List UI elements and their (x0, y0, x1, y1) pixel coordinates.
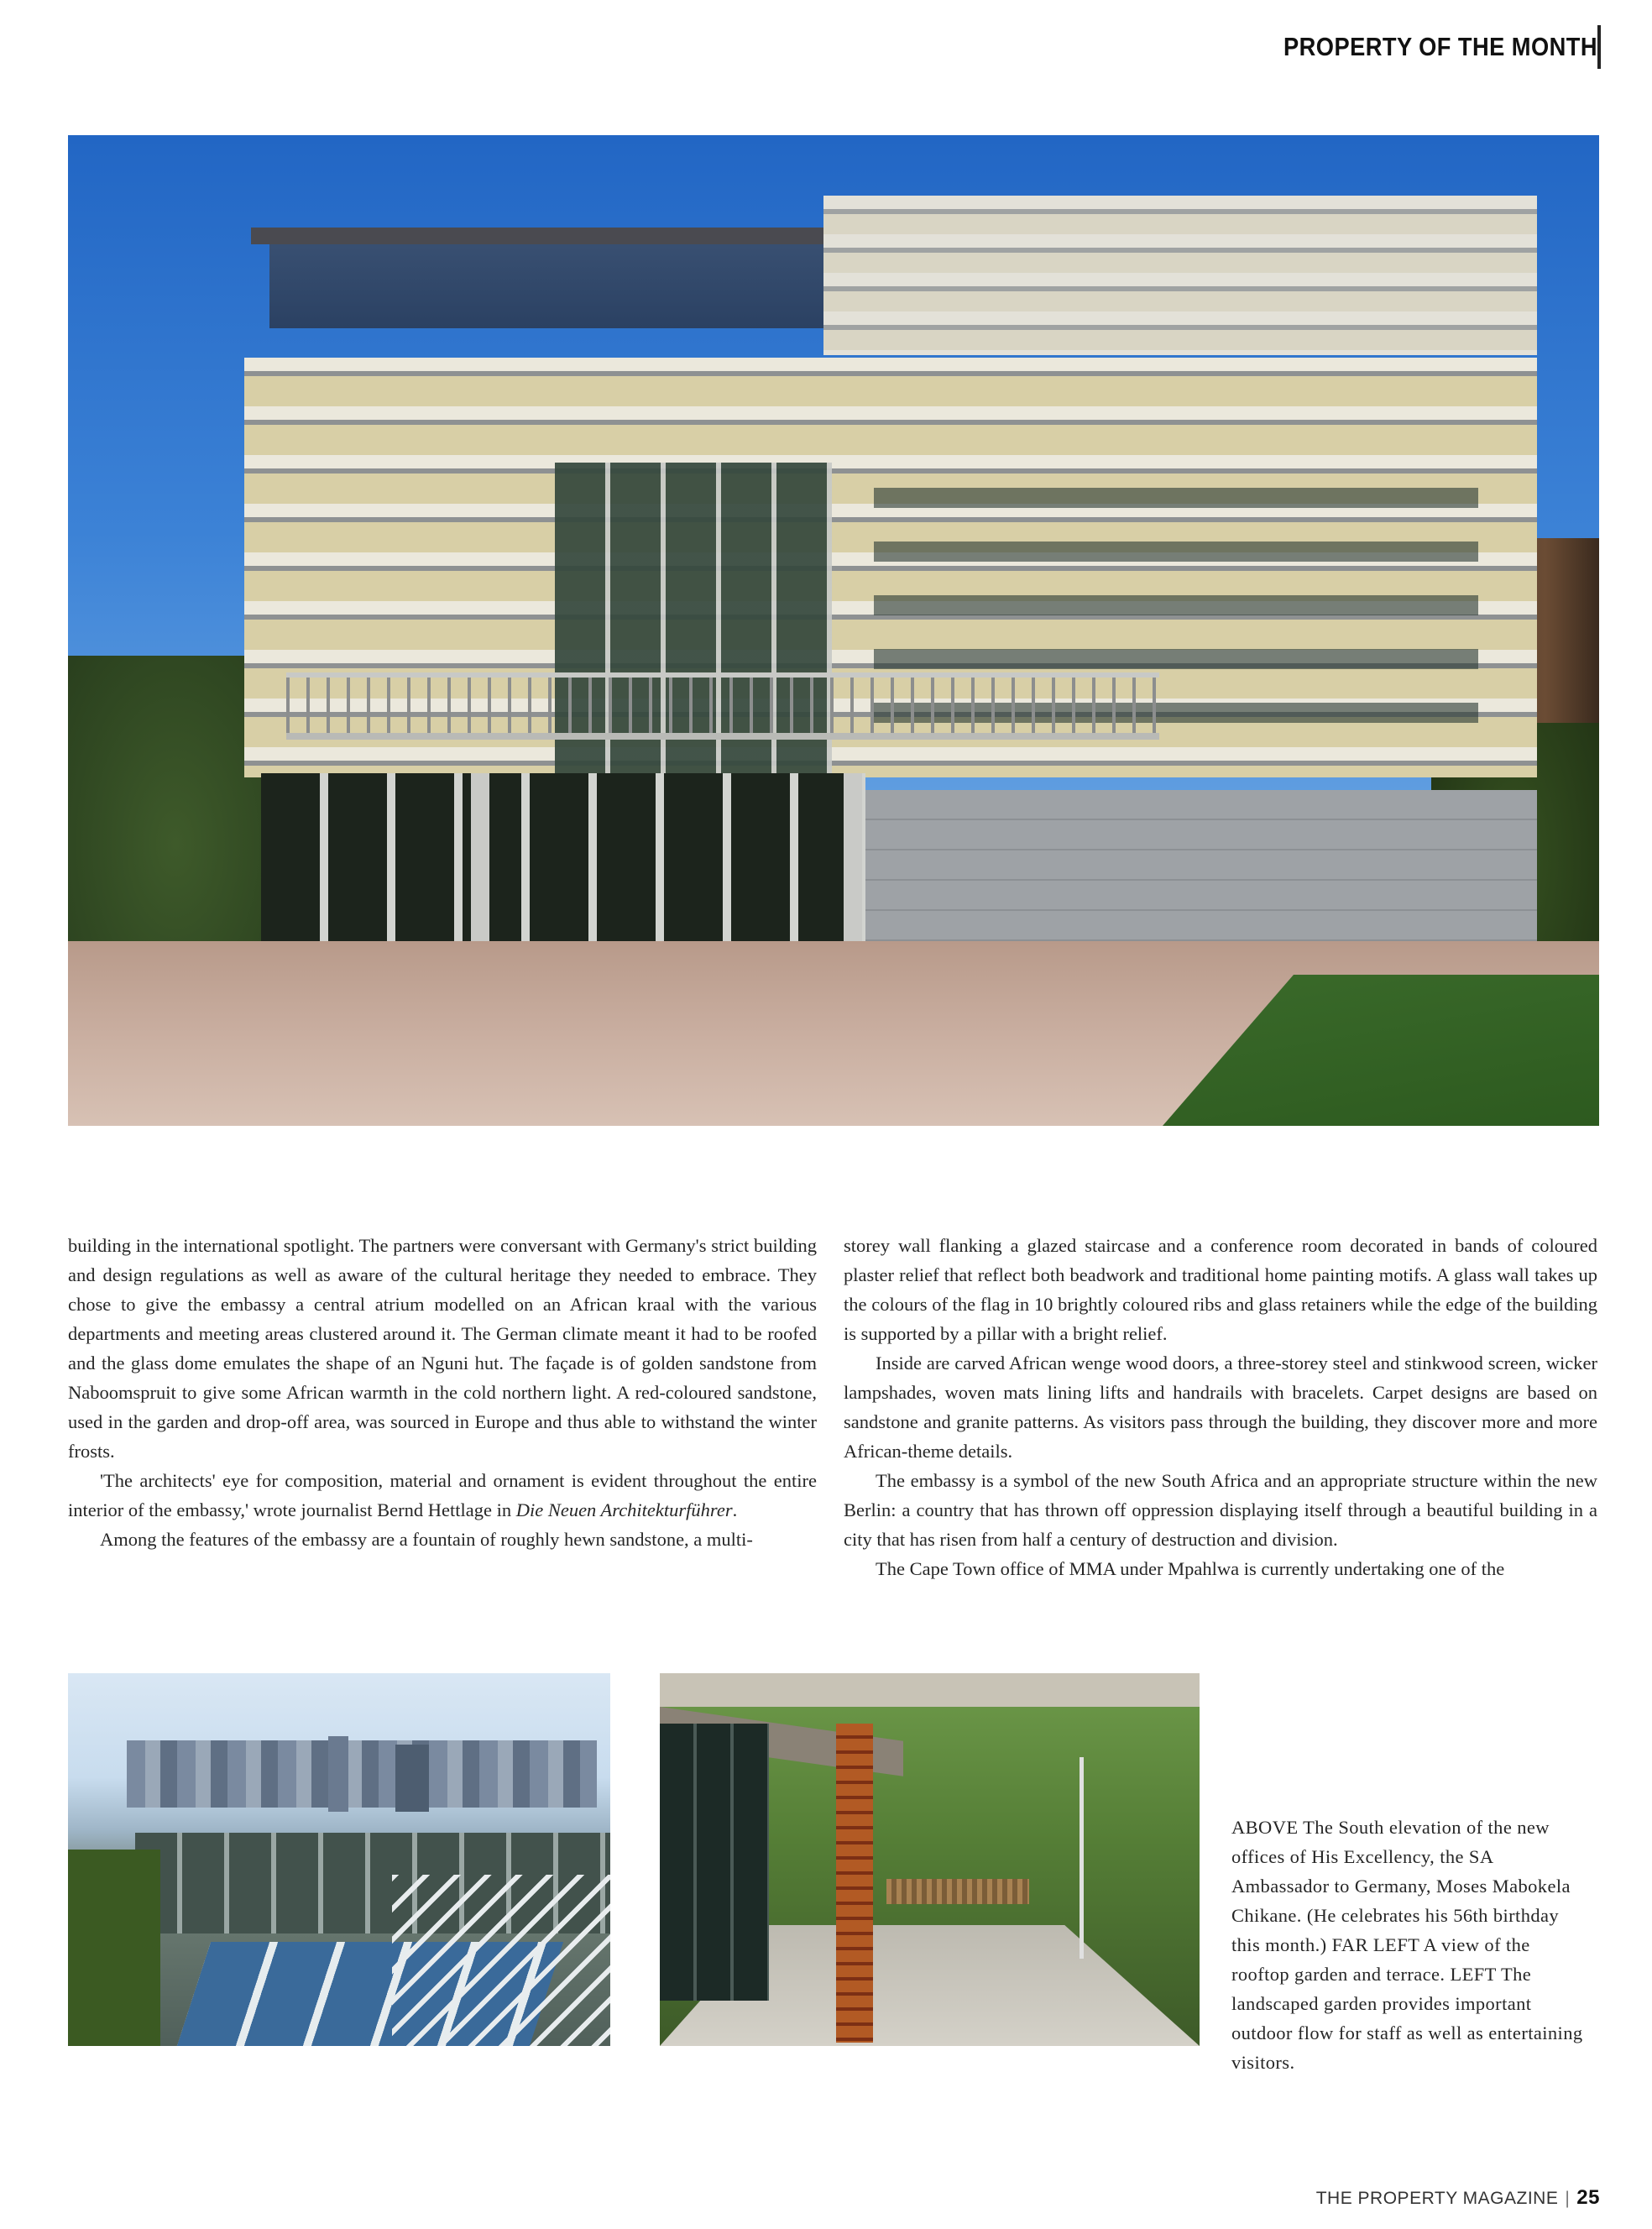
article-right-column (844, 1231, 1597, 1583)
photo-glazed-staircase (555, 463, 832, 815)
photo-tower (395, 1745, 429, 1812)
header-rule (1597, 25, 1601, 69)
photo-tower (328, 1736, 348, 1812)
page-footer (1316, 2186, 1600, 2210)
photo-canopy (660, 1673, 1200, 1707)
photo-wooden-fence (886, 1879, 1029, 1904)
photo-building-upper-floor (823, 196, 1537, 355)
article-paragraph-quote (68, 1466, 817, 1525)
photo-glass-wall (660, 1724, 769, 2001)
section-title: PROPERTY OF THE MONTH (1283, 32, 1597, 61)
photo-terrace-railing (392, 1875, 610, 2046)
article-paragraph: The embassy is a symbol of the new South Africa and an appropriate structure within the new Berlin: a country that has thrown off oppression displaying itself through a beautiful building in a city that has risen from half a century of destruction and division. (844, 1470, 1597, 1550)
photo-city-skyline (127, 1740, 597, 1808)
quote-end: . (732, 1499, 738, 1520)
article-paragraph: building in the international spotlight. The partners were conversant with Germany's strict building and design regulations as well as aware of the cultural heritage they needed to embrace. They chose to give the embassy a central atrium modelled on an African kraal with the various departments and meeting areas clustered around it. The German climate meant it had to be roofed and the glass dome emulates the shape of an Nguni hut. The façade is of golden sandstone from Naboomspruit to give some African warmth in the cold northern light. A red-coloured sandstone, used in the garden and drop-off area, was sourced in Europe and thus able to withstand the winter frosts. (68, 1235, 817, 1462)
photo-grey-stone-wall (865, 790, 1537, 950)
page-number: 25 (1576, 2186, 1600, 2209)
photo-balcony-railing (286, 672, 1159, 740)
hero-photo-embassy-south-elevation (68, 135, 1599, 1126)
photo-caption: ABOVE The South elevation of the new offices of His Excellency, the SA Ambassador to Germany, Moses Mabokela Chikane. (He celebrates his 56th birthday this month.) FAR LEFT A view of the rooftop garden and terrace. LEFT The landscaped garden provides important outdoor flow for staff as well as entertaining visitors. (1231, 1817, 1583, 2073)
article-left-column (68, 1231, 817, 1554)
photo-relief-pillar (836, 1724, 873, 2043)
photo-landscaped-garden (660, 1673, 1200, 2046)
photo-roof-pergola-glass (269, 244, 874, 328)
article-paragraph: Among the features of the embassy are a fountain of roughly hewn sandstone, a multi- (100, 1529, 753, 1550)
photo-rooftop-garden-terrace (68, 1673, 610, 2046)
article-paragraph: Inside are carved African wenge wood doors, a three-storey steel and stinkwood screen, wicker lampshades, woven mats lining lifts and handrails with bracelets. Carpet designs are based on sandstone and granite patterns. As visitors pass through the building, they discover more and more African-theme details. (844, 1353, 1597, 1462)
photo-ground-floor-glazing (261, 773, 865, 941)
photo-tree (68, 1850, 160, 2046)
quote-text: 'The architects' eye for composition, material and ornament is evident throughout the entire interior of the embassy,' wrote journalist Bernd Hettlage in (68, 1470, 817, 1520)
article-paragraph: storey wall flanking a glazed staircase and a conference room decorated in bands of coloured plaster relief that reflect both beadwork and traditional home painting motifs. A glass wall takes up the colours of the flag in 10 brightly coloured ribs and glass retainers while the edge of the building is supported by a pillar with a bright relief. (844, 1235, 1597, 1344)
photo-lamp-post (1080, 1757, 1084, 1959)
photo-roof-pergola (251, 228, 889, 244)
book-title: Die Neuen Architekturführer (515, 1499, 733, 1520)
article-paragraph: The Cape Town office of MMA under Mpahlwa is currently undertaking one of the (876, 1558, 1505, 1579)
footer-separator: | (1565, 2189, 1571, 2208)
publication-name: THE PROPERTY MAGAZINE (1315, 2189, 1559, 2208)
